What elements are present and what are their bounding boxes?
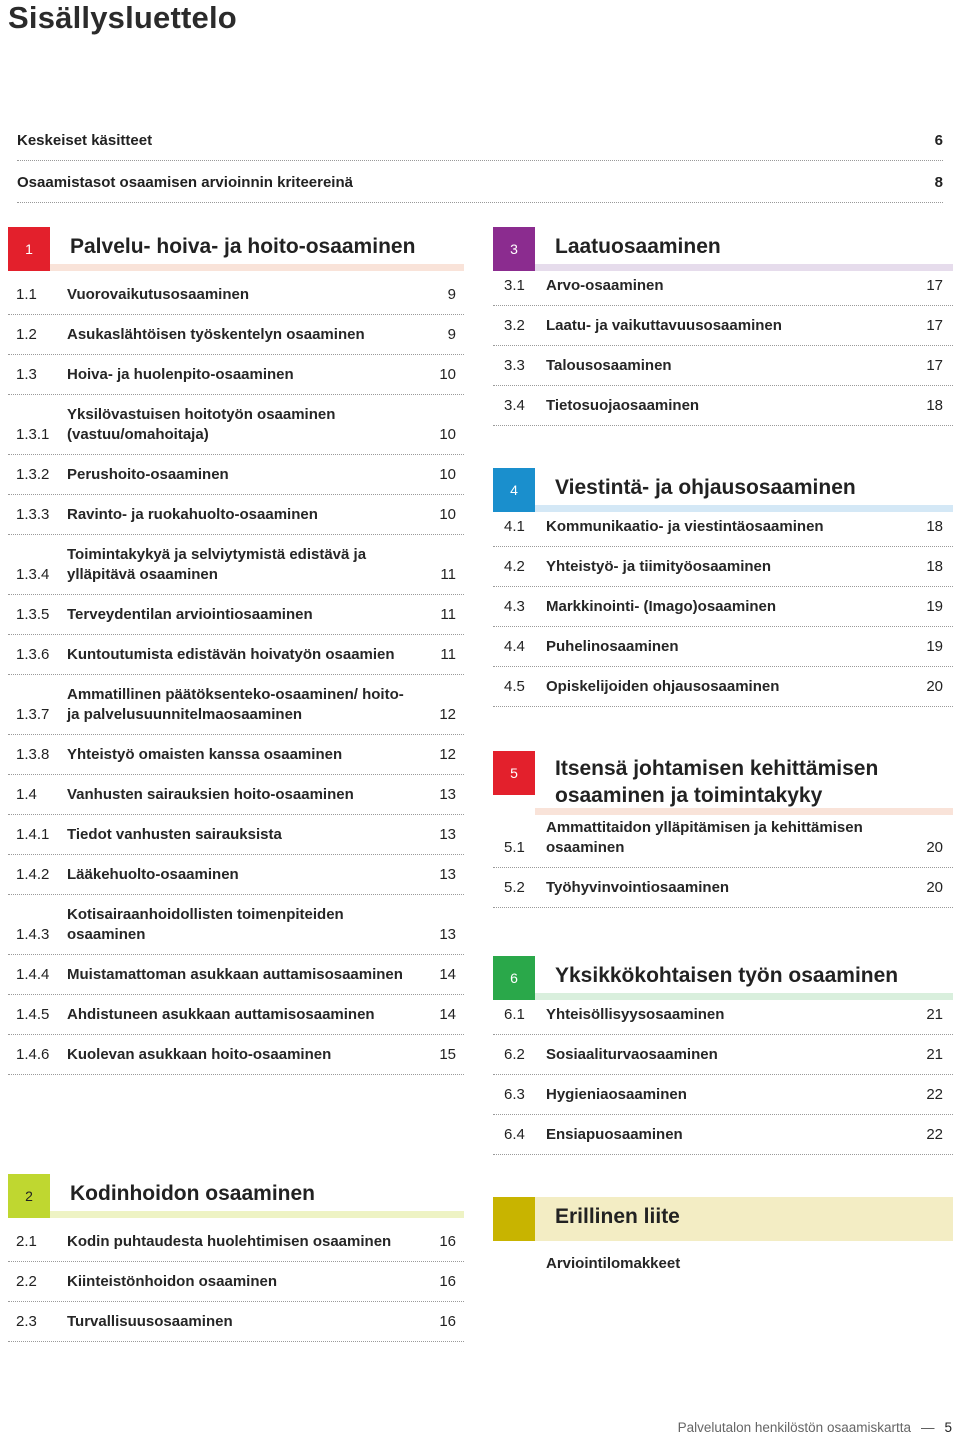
toc-entry-page: 12 <box>439 746 456 763</box>
toc-entry-text: Yksilövastuisen hoitotyön osaaminen (vastuu/omahoitaja) <box>67 406 336 443</box>
toc-entry-text: Opiskelijoiden ohjausosaaminen <box>546 678 780 695</box>
toc-entry[interactable] <box>8 675 464 735</box>
toc-entry-text: Tiedot vanhusten sairauksista <box>67 826 282 843</box>
section-entries <box>8 271 464 1075</box>
toc-entry-number: 1.3 <box>16 366 37 383</box>
toc-entry-text: Keskeiset käsitteet <box>17 131 153 149</box>
toc-entry-number: 3.4 <box>504 397 525 414</box>
toc-entry-page: 13 <box>439 826 456 843</box>
toc-entry-page: 6 <box>934 131 943 149</box>
toc-entry-page: 13 <box>439 926 456 943</box>
toc-entry-page: 10 <box>439 366 456 383</box>
toc-entry[interactable] <box>8 1302 464 1342</box>
toc-entry-page: 16 <box>439 1273 456 1290</box>
section-1 <box>8 227 464 1075</box>
toc-entry-text: Turvallisuusosaaminen <box>67 1313 233 1330</box>
toc-entry-text: Ravinto- ja ruokahuolto-osaaminen <box>67 506 318 523</box>
toc-entry-page: 10 <box>439 506 456 523</box>
toc-entry-text: Kuntoutumista edistävän hoivatyön osaamien <box>67 646 395 663</box>
toc-entry-page: 13 <box>439 786 456 803</box>
toc-entry-text: Vuorovaikutusosaaminen <box>67 286 249 303</box>
toc-entry-text: Laatu- ja vaikuttavuusosaaminen <box>546 317 782 334</box>
toc-entry-text: Perushoito-osaaminen <box>67 466 229 483</box>
toc-entry-text: Työhyvinvointiosaaminen <box>546 879 730 896</box>
toc-entry-text: Ahdistuneen asukkaan auttamisosaaminen <box>67 1006 375 1023</box>
toc-entry-page: 8 <box>934 173 943 191</box>
toc-entry[interactable] <box>8 775 464 815</box>
toc-entry-number: 1.4 <box>16 786 37 803</box>
toc-entry-page: 9 <box>447 286 456 303</box>
toc-entry[interactable] <box>8 1262 464 1302</box>
toc-entry-page: 16 <box>439 1313 456 1330</box>
section-entries <box>493 262 953 426</box>
toc-entry[interactable] <box>493 587 953 627</box>
section-number-badge: 2 <box>8 1174 50 1218</box>
toc-entry[interactable] <box>493 627 953 667</box>
toc-entry-text: Yhteisöllisyysosaaminen <box>546 1006 725 1023</box>
toc-entry-page: 21 <box>926 1046 943 1063</box>
toc-entry[interactable] <box>493 868 953 908</box>
section-number-badge <box>493 1197 535 1241</box>
toc-entry-page: 17 <box>926 317 943 334</box>
toc-entry-text: Hygieniaosaaminen <box>546 1086 687 1103</box>
toc-entry-number: 6.1 <box>504 1006 525 1023</box>
toc-entry-number: 1.4.3 <box>16 926 50 943</box>
toc-entry-page: 20 <box>926 839 943 856</box>
toc-entry-number: 1.4.4 <box>16 966 50 983</box>
toc-entry[interactable] <box>493 262 953 306</box>
toc-entry[interactable] <box>8 895 464 955</box>
toc-entry-page: 18 <box>926 518 943 535</box>
toc-entry-number: 1.3.2 <box>16 466 50 483</box>
toc-entry[interactable] <box>8 635 464 675</box>
toc-entry-number: 5.2 <box>504 879 525 896</box>
toc-entry-page: 13 <box>439 866 456 883</box>
toc-entry-text: Ammattitaidon ylläpitämisen ja kehittämisen osaaminen <box>546 819 863 856</box>
toc-entry-text: Yhteistyö omaisten kanssa osaaminen <box>67 746 343 763</box>
toc-entry-page: 15 <box>439 1046 456 1063</box>
toc-entry-page: 19 <box>926 638 943 655</box>
toc-entry[interactable] <box>8 455 464 495</box>
toc-entry[interactable] <box>8 735 464 775</box>
toc-entry-number: 1.3.6 <box>16 646 50 663</box>
section-title: Itsensä johtamisen kehittämisen osaaminen ja toimintakyky <box>555 757 879 807</box>
section-entries <box>493 804 953 908</box>
toc-entry[interactable] <box>8 955 464 995</box>
toc-entry[interactable] <box>8 355 464 395</box>
section-number-badge: 4 <box>493 468 535 512</box>
toc-entry[interactable] <box>493 547 953 587</box>
toc-entry-number: 3.1 <box>504 277 525 294</box>
toc-entry[interactable] <box>8 855 464 895</box>
section-title: Laatuosaaminen <box>555 235 721 258</box>
toc-entry-number: 1.3.7 <box>16 706 50 723</box>
toc-entry-page: 22 <box>926 1126 943 1143</box>
toc-entry-osaamistasot[interactable] <box>17 162 943 203</box>
page-footer <box>678 1420 952 1435</box>
section-number-badge: 6 <box>493 956 535 1000</box>
toc-entry-number: 3.2 <box>504 317 525 334</box>
toc-entry-page: 11 <box>440 606 456 623</box>
section-title: Kodinhoidon osaaminen <box>70 1182 315 1205</box>
footer-separator: — <box>920 1420 935 1435</box>
toc-entry-text: Kotisairaanhoidollisten toimenpiteiden osaaminen <box>67 906 344 943</box>
toc-entry-text: Lääkehuolto-osaaminen <box>67 866 239 883</box>
toc-entry[interactable] <box>8 1218 464 1262</box>
section-number-badge: 5 <box>493 751 535 795</box>
section-3 <box>493 227 953 426</box>
toc-entry-text: Muistamattoman asukkaan auttamisosaaminen <box>67 966 403 983</box>
toc-entry[interactable] <box>493 804 953 868</box>
toc-entry[interactable] <box>8 315 464 355</box>
toc-entry-number: 1.3.1 <box>16 426 50 443</box>
toc-entry-page: 20 <box>926 678 943 695</box>
toc-entry-text: Vanhusten sairauksien hoito-osaaminen <box>67 786 354 803</box>
toc-entry-page: 16 <box>439 1233 456 1250</box>
section-header[interactable] <box>493 1197 953 1241</box>
toc-entry-text: Markkinointi- (Imago)osaaminen <box>546 598 777 615</box>
toc-entry-text: Hoiva- ja huolenpito-osaaminen <box>67 366 294 383</box>
toc-entry-number: 1.3.3 <box>16 506 50 523</box>
toc-entry-number: 2.2 <box>16 1273 37 1290</box>
toc-entry-page: 14 <box>439 966 456 983</box>
toc-entry-text: Kiinteistönhoidon osaaminen <box>67 1273 278 1290</box>
toc-entry-text: Toimintakykyä ja selviytymistä edistävä ja ylläpitävä osaaminen <box>67 546 367 583</box>
toc-entry-number: 4.5 <box>504 678 525 695</box>
section-2 <box>8 1174 464 1342</box>
toc-entry-page: 17 <box>926 357 943 374</box>
toc-entry-page: 18 <box>926 397 943 414</box>
toc-entry-text: Ammatillinen päätöksenteko-osaaminen/ hoito- ja palvelusuunnitelmaosaaminen <box>67 686 404 723</box>
section-header-band <box>50 1211 464 1218</box>
toc-entry[interactable] <box>493 346 953 386</box>
section-title: Palvelu- hoiva- ja hoito-osaaminen <box>70 235 416 258</box>
toc-entry-text: Kuolevan asukkaan hoito-osaaminen <box>67 1046 332 1063</box>
toc-entry-page: 12 <box>439 706 456 723</box>
toc-entry[interactable] <box>493 667 953 707</box>
toc-entry-page: 10 <box>439 466 456 483</box>
toc-entry[interactable] <box>493 1115 953 1155</box>
toc-entry-text: Osaamistasot osaamisen arvioinnin kriteereinä <box>17 173 353 191</box>
toc-entry-number: 1.3.8 <box>16 746 50 763</box>
toc-entry[interactable] <box>493 991 953 1035</box>
toc-entry-text: Ensiapuosaaminen <box>546 1126 683 1143</box>
toc-entry[interactable] <box>8 995 464 1035</box>
toc-entry-number: 6.2 <box>504 1046 525 1063</box>
toc-entry-page: 21 <box>926 1006 943 1023</box>
section-header[interactable] <box>8 227 464 271</box>
toc-entry-page: 17 <box>926 277 943 294</box>
toc-entry-page: 10 <box>439 426 456 443</box>
toc-entry-number: 1.4.1 <box>16 826 50 843</box>
toc-entry-number: 1.1 <box>16 286 37 303</box>
toc-entry-text: Tietosuojaosaaminen <box>546 397 700 414</box>
toc-entry-page: 22 <box>926 1086 943 1103</box>
section-6 <box>493 956 953 1155</box>
toc-entry[interactable] <box>8 271 464 315</box>
toc-entry-text: Terveydentilan arviointiosaaminen <box>67 606 313 623</box>
section-header-band <box>50 264 464 271</box>
toc-entry-number: 3.3 <box>504 357 525 374</box>
toc-entry-text: Talousosaaminen <box>546 357 672 374</box>
toc-entry[interactable] <box>8 1035 464 1075</box>
toc-entry-number: 6.4 <box>504 1126 525 1143</box>
toc-entry-text: Sosiaaliturvaosaaminen <box>546 1046 718 1063</box>
toc-entry[interactable] <box>8 535 464 595</box>
appendix-item[interactable]: Arviointilomakkeet <box>546 1255 681 1272</box>
toc-entry[interactable] <box>8 395 464 455</box>
section-entries <box>493 991 953 1155</box>
toc-entry-number: 1.4.2 <box>16 866 50 883</box>
section-number-badge: 1 <box>8 227 50 271</box>
toc-entry-text: Asukaslähtöisen työskentelyn osaaminen <box>67 326 365 343</box>
toc-entry-text: Puhelinosaaminen <box>546 638 679 655</box>
toc-entry-page: 14 <box>439 1006 456 1023</box>
toc-entry[interactable] <box>493 1075 953 1115</box>
section-number-badge: 3 <box>493 227 535 271</box>
section-entries <box>493 503 953 707</box>
footer-publication: Palvelutalon henkilöstön osaamiskartta <box>677 1420 911 1435</box>
toc-entry-text: Yhteistyö- ja tiimityöosaaminen <box>546 558 772 575</box>
toc-entry-page: 11 <box>440 646 456 663</box>
toc-entry-number: 1.4.5 <box>16 1006 50 1023</box>
section-header[interactable] <box>8 1174 464 1218</box>
toc-entry[interactable] <box>8 595 464 635</box>
toc-entry[interactable] <box>493 306 953 346</box>
toc-entry-number: 4.4 <box>504 638 525 655</box>
toc-entry-page: 11 <box>440 566 456 583</box>
toc-entry-number: 1.4.6 <box>16 1046 50 1063</box>
toc-entry-page: 20 <box>926 879 943 896</box>
toc-entry-page: 19 <box>926 598 943 615</box>
footer-page-number: 5 <box>944 1420 952 1435</box>
section-title: Viestintä- ja ohjausosaaminen <box>555 476 856 499</box>
page-title: Sisällysluettelo <box>8 0 237 35</box>
section-4 <box>493 468 953 707</box>
toc-entry[interactable] <box>493 503 953 547</box>
toc-entry-number: 4.1 <box>504 518 525 535</box>
toc-entry-number: 6.3 <box>504 1086 525 1103</box>
toc-entry-number: 2.1 <box>16 1233 37 1250</box>
toc-entry-page: 9 <box>447 326 456 343</box>
section-5 <box>493 751 953 908</box>
toc-entry[interactable] <box>493 1035 953 1075</box>
toc-entry[interactable] <box>8 495 464 535</box>
toc-entry-number: 5.1 <box>504 839 525 856</box>
toc-entry[interactable] <box>493 386 953 426</box>
toc-entry-number: 1.3.5 <box>16 606 50 623</box>
section-title: Yksikkökohtaisen työn osaaminen <box>555 964 899 987</box>
toc-entry-number: 1.3.4 <box>16 566 50 583</box>
toc-entry-text: Arvo-osaaminen <box>546 277 664 294</box>
section-appendix <box>493 1197 953 1272</box>
toc-entry-text: Kommunikaatio- ja viestintäosaaminen <box>546 518 824 535</box>
toc-entry-keskeiset[interactable] <box>17 120 943 161</box>
toc-entry-number: 4.2 <box>504 558 525 575</box>
section-entries <box>8 1218 464 1342</box>
toc-entry[interactable] <box>8 815 464 855</box>
toc-entry-text: Kodin puhtaudesta huolehtimisen osaaminen <box>67 1233 392 1250</box>
toc-entry-number: 1.2 <box>16 326 37 343</box>
toc-entry-number: 4.3 <box>504 598 525 615</box>
toc-entry-number: 2.3 <box>16 1313 37 1330</box>
toc-entry-page: 18 <box>926 558 943 575</box>
section-title: Erillinen liite <box>555 1205 680 1228</box>
